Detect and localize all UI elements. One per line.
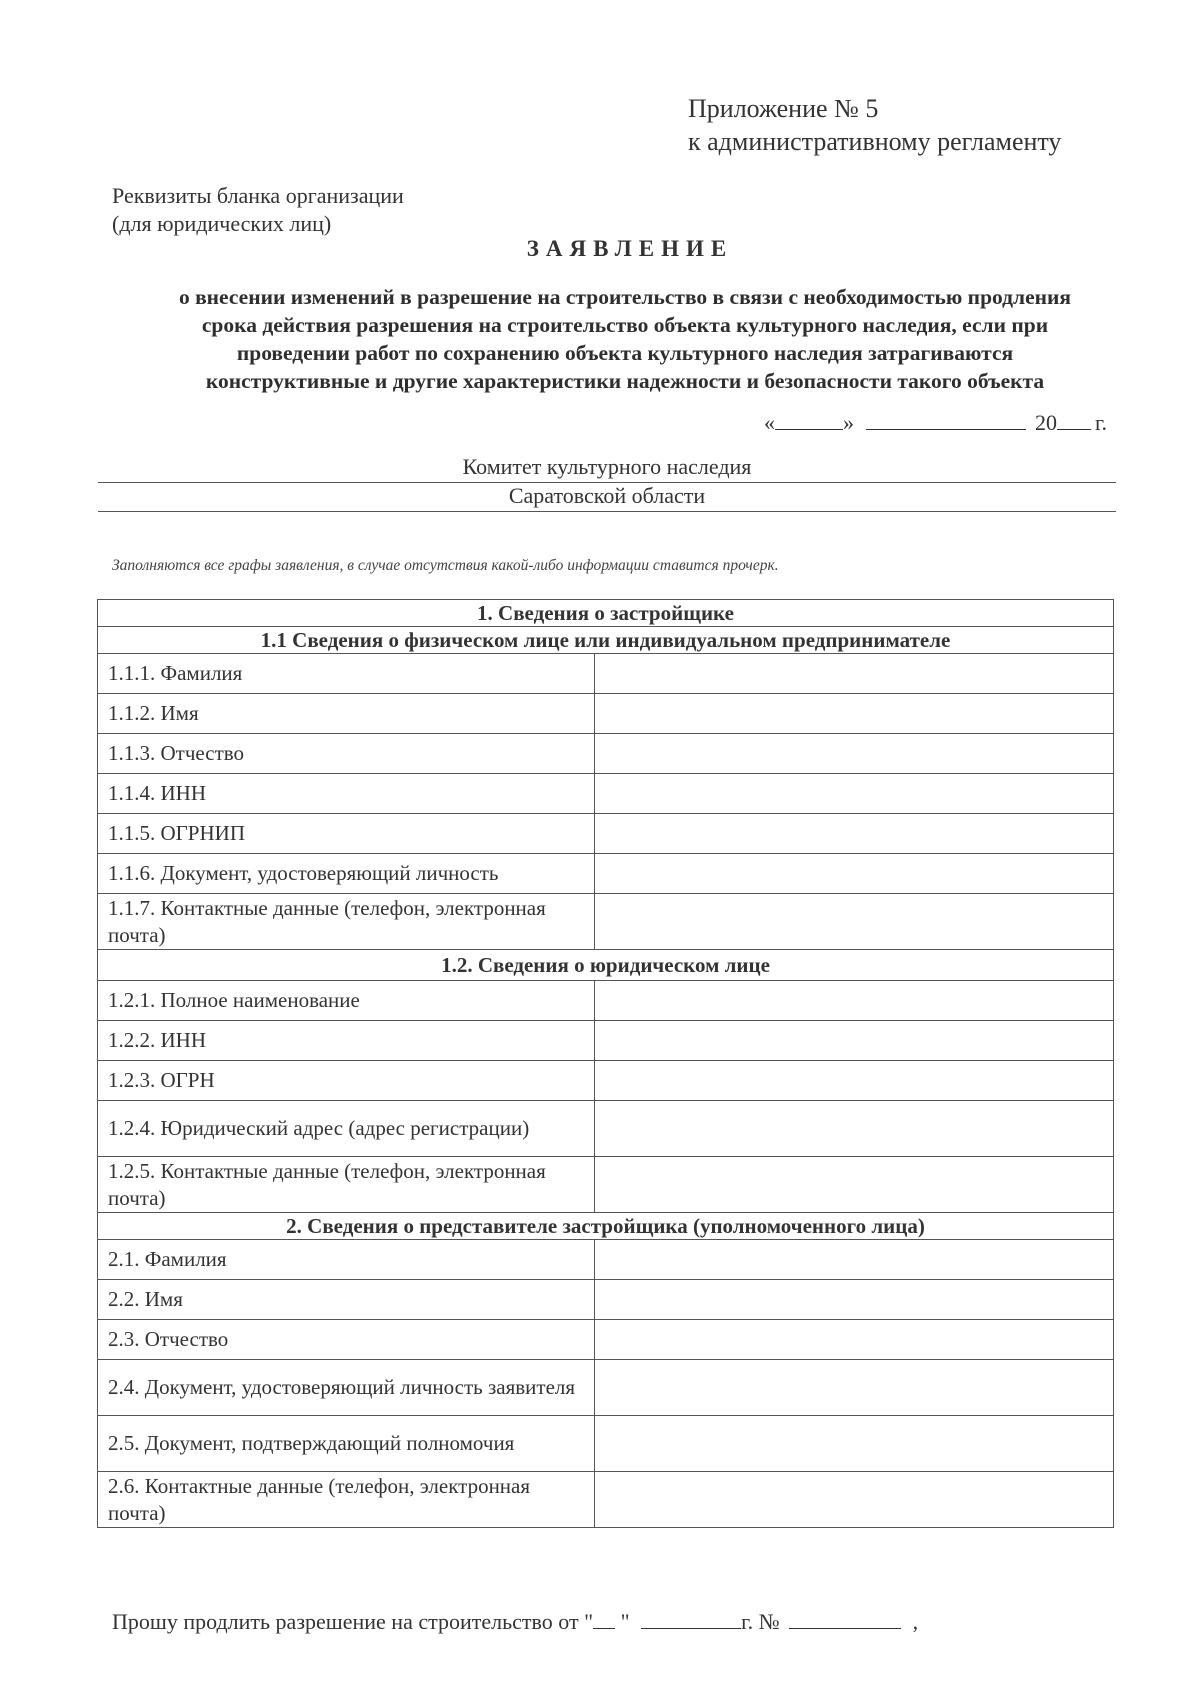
table-row (98, 1320, 1114, 1360)
table-row (98, 1240, 1114, 1280)
year-prefix: 20 (1035, 410, 1057, 435)
day-field[interactable] (775, 409, 843, 430)
field-label-rep-patronymic: 2.3. Отчество (98, 1320, 595, 1360)
field-label-legal-inn: 1.2.2. ИНН (98, 1021, 595, 1061)
field-label-rep-identity-document: 2.4. Документ, удостоверяющий личность заявителя (98, 1360, 595, 1416)
section-1-1-title: 1.1 Сведения о физическом лице или индивидуальном предпринимателе (98, 627, 1114, 654)
field-value-inn[interactable] (595, 774, 1114, 814)
date-line (764, 409, 1107, 436)
field-label-rep-contacts: 2.6. Контактные данные (телефон, электронная почта) (98, 1472, 595, 1528)
permit-number-field[interactable] (789, 1608, 901, 1629)
field-value-authority-document[interactable] (595, 1416, 1114, 1472)
request-quote-open: " (584, 1609, 594, 1634)
field-label-legal-address: 1.2.4. Юридический адрес (адрес регистрации) (98, 1101, 595, 1157)
month-field[interactable] (866, 409, 1026, 430)
field-label-authority-document: 2.5. Документ, подтверждающий полномочия (98, 1416, 595, 1472)
field-value-legal-contacts[interactable] (595, 1157, 1114, 1213)
table-row (98, 1360, 1114, 1416)
table-row (98, 1061, 1114, 1101)
application-form-table (97, 599, 1114, 1528)
field-label-surname: 1.1.1. Фамилия (98, 654, 595, 694)
addressee-line-1: Комитет культурного наследия (98, 454, 1116, 483)
subject-line-2: срока действия разрешения на строительство объекта культурного наследия, если при (201, 313, 1049, 337)
field-label-contacts: 1.1.7. Контактные данные (телефон, электронная почта) (98, 894, 595, 950)
requisites-line-2: (для юридических лиц) (112, 211, 332, 236)
table-row (98, 1101, 1114, 1157)
field-value-contacts[interactable] (595, 894, 1114, 950)
table-row (98, 774, 1114, 814)
field-value-surname[interactable] (595, 654, 1114, 694)
appendix-reference: к административному регламенту (688, 127, 1062, 156)
field-label-rep-surname: 2.1. Фамилия (98, 1240, 595, 1280)
field-value-identity-document[interactable] (595, 854, 1114, 894)
table-row (98, 734, 1114, 774)
request-year-suffix: г. № (741, 1609, 780, 1634)
addressee-line-2: Саратовской области (98, 483, 1116, 512)
table-row (98, 1472, 1114, 1528)
section-header-row (98, 1213, 1114, 1240)
field-value-rep-name[interactable] (595, 1280, 1114, 1320)
table-row (98, 654, 1114, 694)
field-label-inn: 1.1.4. ИНН (98, 774, 595, 814)
request-statement (112, 1608, 918, 1635)
document-subject (100, 283, 1150, 395)
field-label-rep-name: 2.2. Имя (98, 1280, 595, 1320)
requisites-line-1: Реквизиты бланка организации (112, 183, 404, 208)
table-row (98, 694, 1114, 734)
field-value-ogrn[interactable] (595, 1061, 1114, 1101)
field-label-legal-contacts: 1.2.5. Контактные данные (телефон, электронная почта) (98, 1157, 595, 1213)
date-open-quote: « (764, 410, 775, 435)
year-field[interactable] (1057, 409, 1091, 430)
field-label-patronymic: 1.1.3. Отчество (98, 734, 595, 774)
field-value-full-name[interactable] (595, 981, 1114, 1021)
table-row (98, 1416, 1114, 1472)
appendix-heading (688, 92, 1061, 158)
field-value-rep-identity-document[interactable] (595, 1360, 1114, 1416)
permit-month-year-field[interactable] (641, 1608, 741, 1629)
field-value-rep-patronymic[interactable] (595, 1320, 1114, 1360)
field-value-rep-surname[interactable] (595, 1240, 1114, 1280)
field-value-name[interactable] (595, 694, 1114, 734)
field-value-legal-inn[interactable] (595, 1021, 1114, 1061)
date-close-quote: » (843, 410, 854, 435)
field-label-identity-document: 1.1.6. Документ, удостоверяющий личность (98, 854, 595, 894)
table-row (98, 981, 1114, 1021)
field-label-name: 1.1.2. Имя (98, 694, 595, 734)
table-row (98, 814, 1114, 854)
subject-line-3: проведении работ по сохранению объекта культурного наследия затрагиваются (236, 341, 1014, 365)
field-value-patronymic[interactable] (595, 734, 1114, 774)
request-text: Прошу продлить разрешение на строительство от (112, 1609, 579, 1634)
document-title: ЗАЯВЛЕНИЕ (526, 236, 734, 261)
section-header-row (98, 950, 1114, 981)
request-quote-close: " (620, 1609, 630, 1634)
subject-line-4: конструктивные и другие характеристики надежности и безопасности такого объекта (205, 369, 1045, 393)
appendix-number: Приложение № 5 (688, 94, 879, 123)
field-value-legal-address[interactable] (595, 1101, 1114, 1157)
table-row (98, 1157, 1114, 1213)
section-1-2-title: 1.2. Сведения о юридическом лице (98, 950, 1114, 981)
permit-day-field[interactable] (593, 1608, 615, 1629)
field-label-ogrn: 1.2.3. ОГРН (98, 1061, 595, 1101)
table-row (98, 894, 1114, 950)
table-row (98, 1280, 1114, 1320)
field-value-ogrnip[interactable] (595, 814, 1114, 854)
table-row (98, 854, 1114, 894)
request-trailing-comma: , (912, 1609, 919, 1634)
field-value-rep-contacts[interactable] (595, 1472, 1114, 1528)
fill-instruction-note: Заполняются все графы заявления, в случае отсутствия какой-либо информации ставится прочерк. (112, 557, 779, 574)
section-header-row (98, 600, 1114, 627)
field-label-full-name: 1.2.1. Полное наименование (98, 981, 595, 1021)
table-row (98, 1021, 1114, 1061)
section-2-title: 2. Сведения о представителе застройщика (уполномоченного лица) (98, 1213, 1114, 1240)
letterhead-requisites (112, 182, 404, 238)
section-header-row (98, 627, 1114, 654)
year-suffix: г. (1095, 410, 1108, 435)
subject-line-1: о внесении изменений в разрешение на строительство в связи с необходимостью продления (178, 285, 1072, 309)
field-label-ogrnip: 1.1.5. ОГРНИП (98, 814, 595, 854)
section-1-title: 1. Сведения о застройщике (98, 600, 1114, 627)
